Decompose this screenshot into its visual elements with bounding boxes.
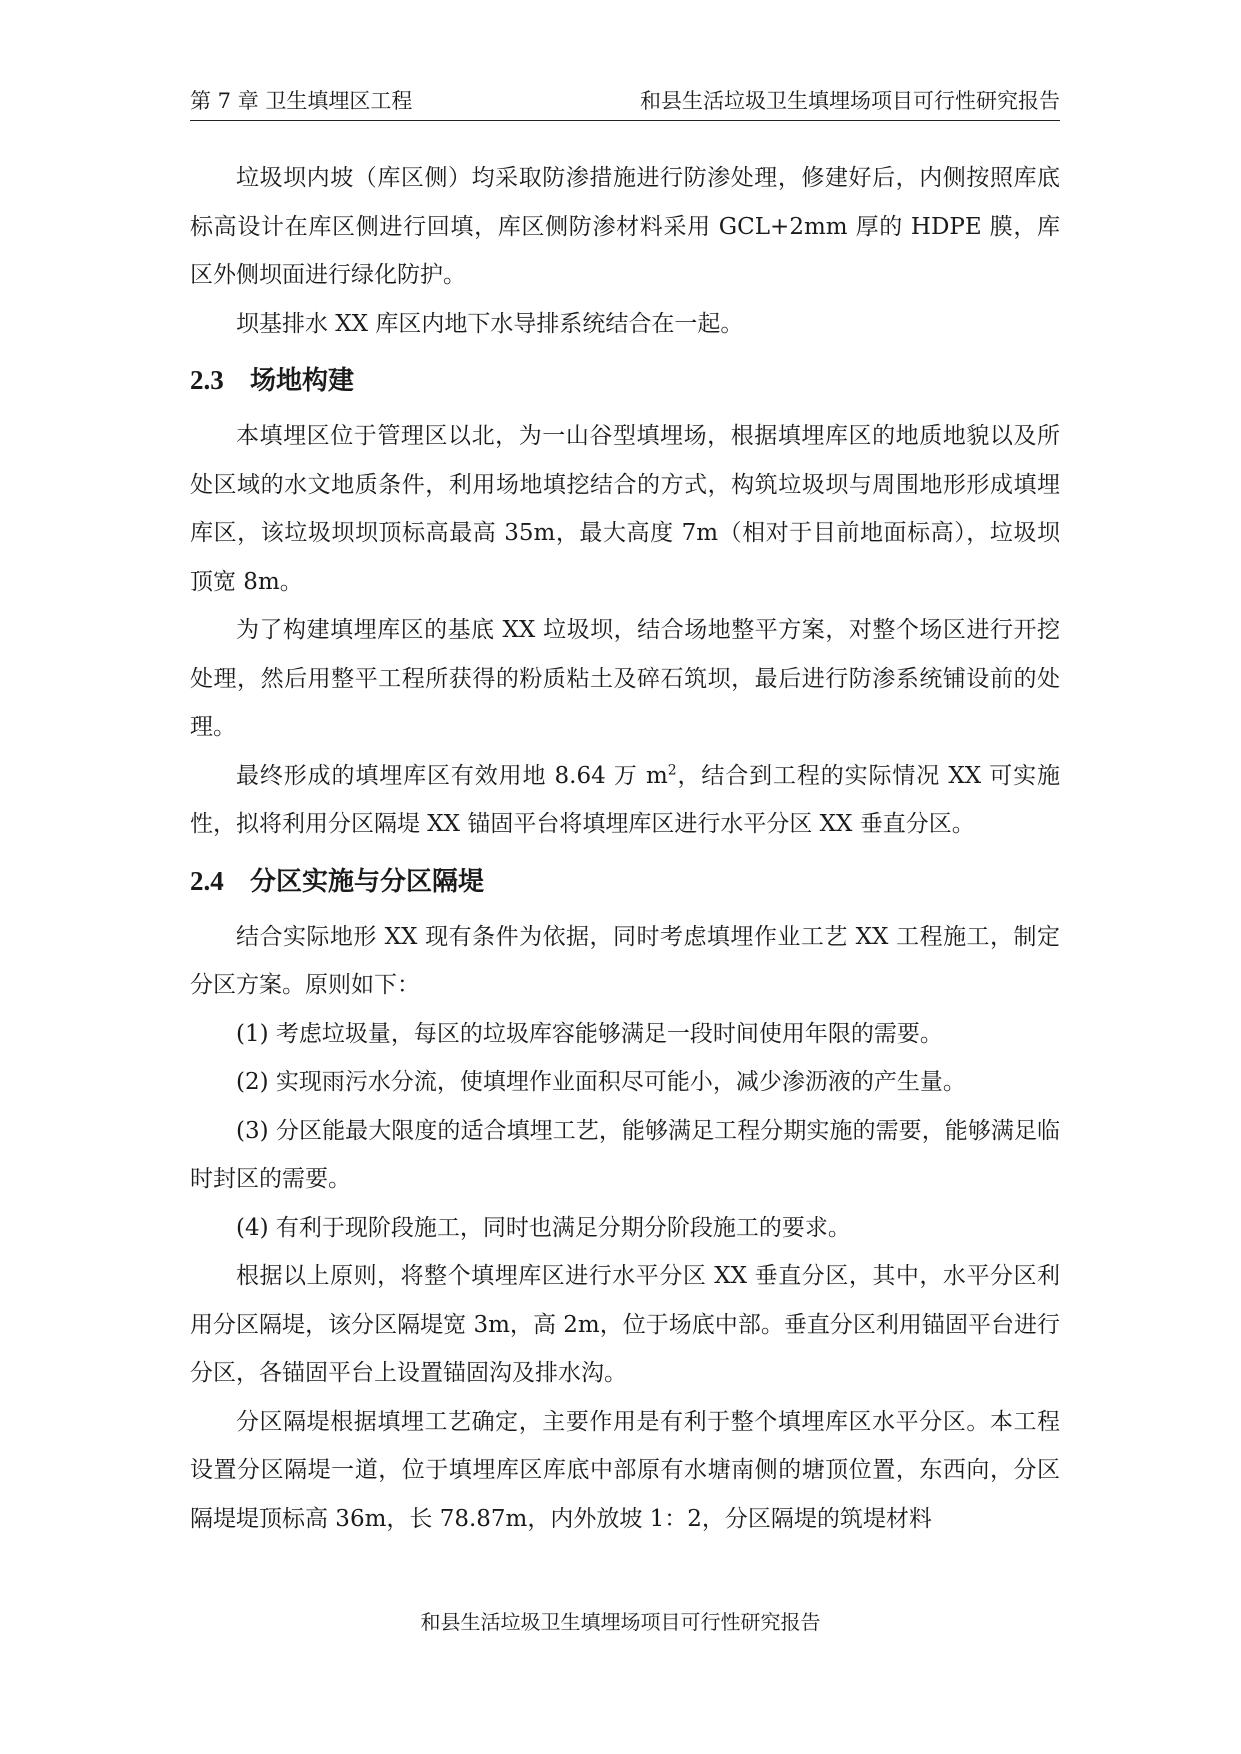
section-heading-2-4 — [190, 849, 1060, 913]
paragraph: 为了构建填埋库区的基底 XX 垃圾坝，结合场地整平方案，对整个场区进行开挖处理，然后用整平工程所获得的粉质粘土及碎石筑坝，最后进行防渗系统铺设前的处理。 — [190, 617, 1060, 740]
paragraph: 根据以上原则，将整个填埋库区进行水平分区 XX 垂直分区，其中，水平分区利用分区隔堤，该分区隔堤宽 3m，高 2m，位于场底中部。垂直分区利用锚固平台进行分区，各锚固平台上设置锚固沟及排水沟。 — [190, 1263, 1060, 1386]
text-run: ，结合到工程的实际情况 XX 可实施性，拟将利用分区隔堤 XX 锚固平台将填埋库区进行水平分区 XX 垂直分区。 — [190, 762, 1060, 837]
list-item: (2) 实现雨污水分流，使填埋作业面积尽可能小，减少渗沥液的产生量。 — [236, 1069, 966, 1095]
paragraph: 结合实际地形 XX 现有条件为依据，同时考虑填埋作业工艺 XX 工程施工，制定分区方案。原则如下： — [190, 923, 1060, 998]
paragraph: 分区隔堤根据填埋工艺确定，主要作用是有利于整个填埋库区水平分区。本工程设置分区隔堤一道，位于填埋库区库底中部原有水塘南侧的塘顶位置，东西向，分区隔堤堤顶标高 36m，长 78.87m，内外放坡 1：2，分区隔堤的筑堤材料 — [190, 1408, 1060, 1532]
list-item: (1) 考虑垃圾量，每区的垃圾库容能够满足一段时间使用年限的需要。 — [236, 1020, 943, 1047]
paragraph — [190, 752, 1060, 849]
section-heading-2-3 — [190, 348, 1060, 412]
paragraph: 本填埋区位于管理区以北，为一山谷型填埋场，根据填埋库区的地质地貌以及所处区域的水文地质条件，利用场地填挖结合的方式，构筑垃圾坝与周围地形形成填埋库区，该垃圾坝坝顶标高最高 35m，最大高度 7m（相对于目前地面标高），垃圾坝顶宽 8m。 — [190, 423, 1060, 595]
section-number: 2.3 — [190, 365, 224, 395]
list-item: (4) 有利于现阶段施工，同时也满足分期分阶段施工的要求。 — [236, 1214, 851, 1241]
chapter-title: 第 7 章 卫生填埋区工程 — [190, 89, 413, 113]
section-title: 场地构建 — [250, 366, 355, 396]
paragraph: 坝基排水 XX 库区内地下水导排系统结合在一起。 — [236, 310, 744, 337]
page-header — [190, 86, 1060, 121]
paragraph: 垃圾坝内坡（库区侧）均采取防渗措施进行防渗处理，修建好后，内侧按照库底标高设计在库区侧进行回填，库区侧防渗材料采用 GCL+2mm 厚的 HDPE 膜，库区外侧坝面进行绿化防护。 — [190, 165, 1060, 288]
text-run: 最终形成的填埋库区有效用地 8.64 万 m — [236, 762, 668, 789]
list-item: (3) 分区能最大限度的适合填埋工艺，能够满足工程分期实施的需要，能够满足临时封区的需要。 — [190, 1117, 1060, 1192]
page-footer: 和县生活垃圾卫生填埋场项目可行性研究报告 — [420, 1610, 821, 1634]
report-title: 和县生活垃圾卫生填埋场项目可行性研究报告 — [640, 89, 1060, 113]
section-number: 2.4 — [190, 865, 224, 896]
section-title: 分区实施与分区隔堤 — [250, 866, 485, 897]
page-body — [190, 154, 1060, 1543]
superscript: 2 — [667, 761, 677, 778]
